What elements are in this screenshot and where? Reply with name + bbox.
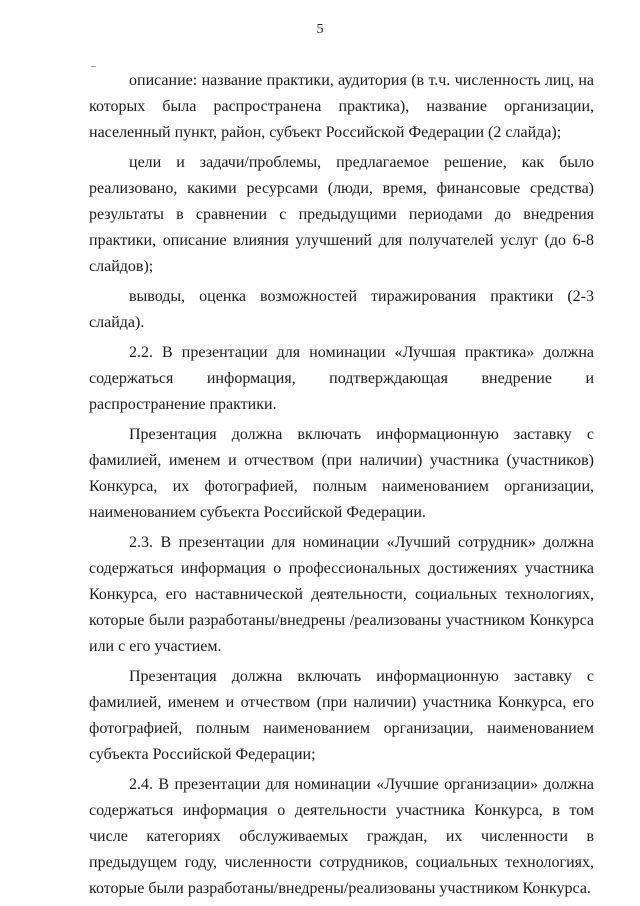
- paragraph-section-2-2: 2.2. В презентации для номинации «Лучшая практика» должна содержаться информация, подтверждающая внедрение и распространение практики.: [89, 344, 594, 413]
- paragraph-section-2-3: 2.3. В презентации для номинации «Лучший сотрудник» должна содержаться информация о профессиональных достижениях участника Конкурса, его наставнической деятельности, социальных технологиях, которые были разработаны/внедрены /реализованы участником Конкурса или с его участием.: [89, 534, 594, 655]
- paragraph-presentation-intro-practice: Презентация должна включать информационную заставку с фамилией, именем и отчеством (при наличии) участника (участников) Конкурса, их фотографией, полным наименованием организации, наименованием субъекта Российской Федерации.: [89, 426, 594, 521]
- paragraph-practice-description: описание: название практики, аудитория (в т.ч. численность лиц, на которых была распространена практика), название организации, населенный пункт, район, субъект Российской Федерации (2 слайда);: [89, 72, 594, 141]
- paragraph-goals-and-results: цели и задачи/проблемы, предлагаемое решение, как было реализовано, какими ресурсами (люди, время, финансовые средства) результаты в сравнении с предыдущими периодами до внедрения практики, описание влияния улучшений для получателей услуг (до 6-8 слайдов);: [89, 154, 594, 275]
- paragraph-section-2-4: 2.4. В презентации для номинации «Лучшие организации» должна содержаться информация о деятельности участника Конкурса, в том числе категориях обслуживаемых граждан, их численности в предыдущем году, численности сотрудников, социальных технологиях, которые были разработаны/внедрены/реализованы участником Конкурса.: [89, 776, 594, 897]
- paragraph-presentation-intro-employee: Презентация должна включать информационную заставку с фамилией, именем и отчеством (при наличии) участника Конкурса, его фотографией, полным наименованием организации, наименованием субъекта Российской Федерации;: [89, 668, 594, 763]
- document-body: [89, 68, 594, 906]
- page-number: 5: [316, 22, 324, 37]
- paragraph-conclusions: выводы, оценка возможностей тиражирования практики (2-3 слайда).: [89, 288, 594, 331]
- scan-artifact: [91, 66, 96, 67]
